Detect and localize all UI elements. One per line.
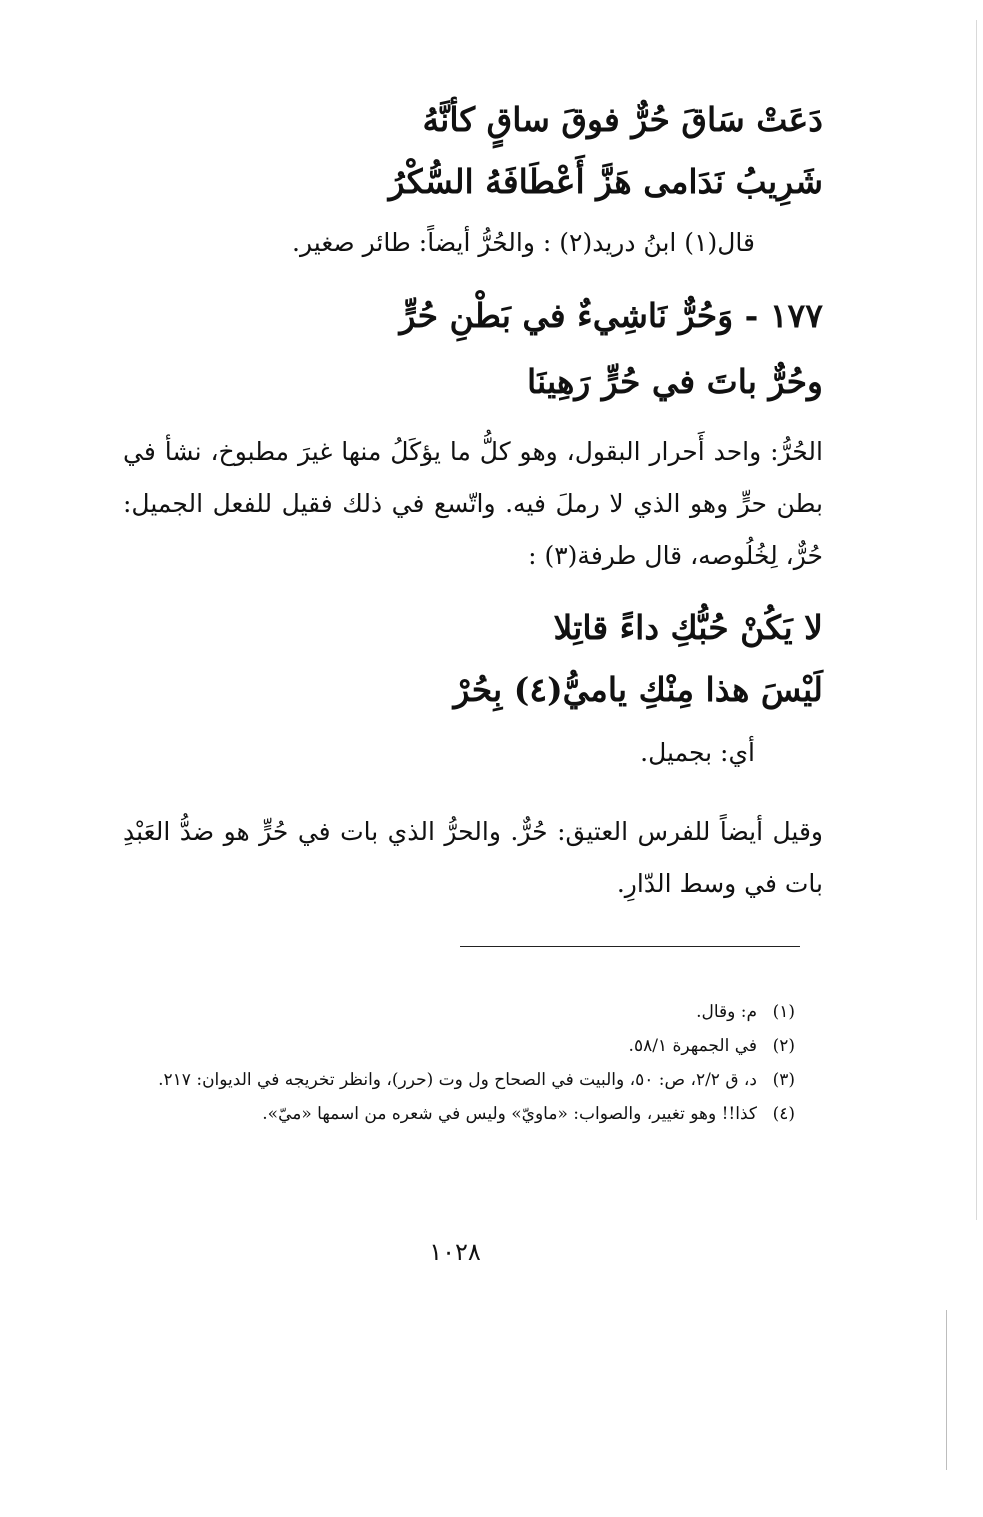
page-number: ١٠٢٨: [429, 1238, 481, 1266]
footnote-number: (٣): [772, 1070, 795, 1090]
footnote-text: كذا!! وهو تغيير، والصواب: «ماويّ» وليس في شعره من اسمها «ميّ».: [262, 1104, 757, 1124]
verse-177-hemistich-2: وحُرٌّ باتَ في حُرٍّ رَهِينَا: [526, 362, 823, 401]
definition-paragraph: الحُرُّ: واحد أَحرار البقول، وهو كلُّ ما يؤكَلُ منها غيرَ مطبوخ، نشأ في بطن حرٍّ وهو الذي لا رملَ فيه. واتّسع في ذلك فقيل للفعل الجميل: حُرٌّ، لِخُلُوصه، قال طرفة(٣) :: [123, 437, 823, 570]
tarafa-verse-hemistich-2: لَيْسَ هذا مِنْكِ ياميُّ(٤) بِحُرْ: [453, 670, 823, 709]
verse-177-hemistich-1: ١٧٧ - وَحُرٌّ نَاشِيءٌ في بَطْنِ حُرٍّ: [399, 296, 823, 335]
closing-paragraph: وقيل أيضاً للفرس العتيق: حُرٌّ. والحرُّ الذي بات في حُرٍّ هو ضدُّ العَبْدِ بات في وسط الدّارِ.: [123, 817, 823, 898]
page-edge-line: [946, 1310, 947, 1470]
footnote-item: [100, 1063, 795, 1097]
footnote-item: [100, 1029, 795, 1063]
footnote-separator: [460, 946, 800, 947]
footnotes: [100, 995, 795, 1131]
page-edge-line: [976, 20, 977, 1220]
footnote-text: في الجمهرة ٥٨/١.: [628, 1036, 757, 1056]
footnote-number: (٤): [772, 1104, 795, 1124]
explanation-line: أي: بجميل.: [640, 738, 755, 767]
footnote-item: [100, 1097, 795, 1131]
footnote-item: [100, 995, 795, 1029]
footnote-text: د، ق ٢/٢، ص: ٥٠، والبيت في الصحاح ول وت (حرر)، وانظر تخريجه في الديوان: ٢١٧.: [158, 1070, 757, 1090]
verse-1-hemistich-1: دَعَتْ سَاقَ حُرٌّ فوقَ ساقٍ كأنَّهُ: [422, 100, 823, 139]
footnote-number: (١): [772, 1002, 795, 1022]
footnote-text: م: وقال.: [696, 1002, 757, 1022]
tarafa-verse-hemistich-1: لا يَكُنْ حُبُّكِ داءً قاتِلا: [553, 608, 823, 647]
ibn-durayd-line: قال(١) ابنُ دريد(٢) : والحُرُّ أيضاً: طائر صغير.: [292, 228, 755, 257]
verse-1-hemistich-2: شَرِيبُ نَدَامى هَزَّ أَعْطَافَهُ السُّكْرُ: [388, 162, 823, 201]
footnote-number: (٢): [772, 1036, 795, 1056]
